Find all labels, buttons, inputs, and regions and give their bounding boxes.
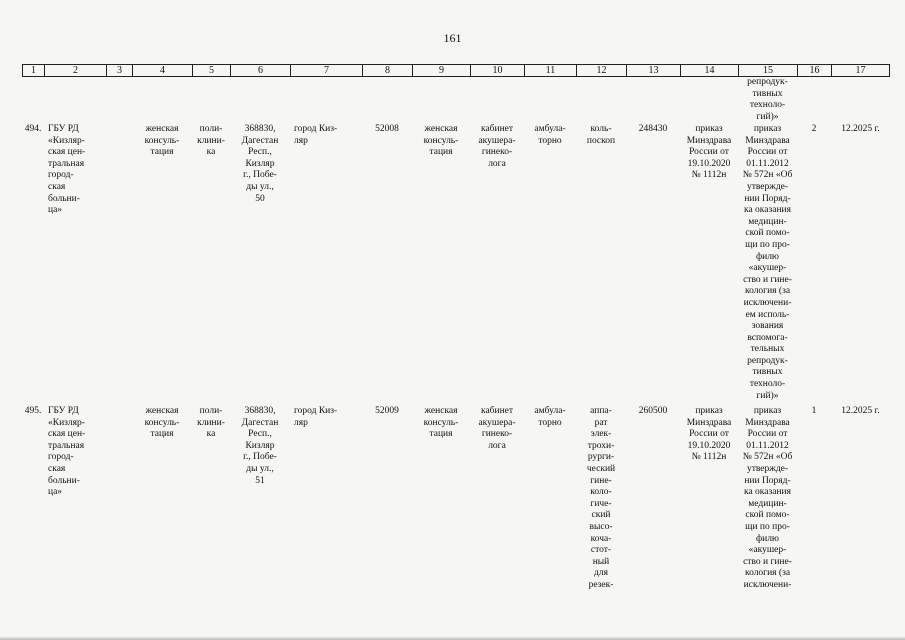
organization-name-line: «Кизляр- [48,417,85,428]
cell-col-9-line: консуль- [423,135,459,146]
carryover-cell-15-line: репродук- [747,77,788,87]
procedure-order-cell-line: ской помо- [745,228,790,239]
procedure-order-cell [738,406,797,592]
procedure-order-cell-line: «акушер- [748,263,787,274]
header-cell-5: 5 [192,65,230,76]
cell-col-4-line: женская [145,124,179,134]
equipment-cell-line: коль- [590,124,612,134]
address-cell-line: 50 [255,193,265,204]
cell-col-9-line: консуль- [423,417,459,428]
cabinet-cell-line: лога [488,158,506,169]
procedure-order-cell-line: ство и гине- [743,556,792,567]
address-cell-line: ды ул., [246,463,274,474]
header-cell-7: 7 [290,65,362,76]
cell-col-5-line: ка [206,147,216,158]
address-cell-line: ды ул., [246,181,274,192]
cell-col-9-line: женская [424,124,458,134]
organization-name [48,124,106,217]
procedure-order-cell-line: гий)» [756,390,779,401]
address-cell-line: 368830, [244,124,276,134]
header-cell-17: 17 [831,65,890,76]
procedure-order-cell-line: утвержде- [746,181,789,192]
cabinet-cell-line: лога [488,440,506,451]
header-cell-8: 8 [362,65,412,76]
number-cell: 260500 [638,406,668,416]
cabinet-cell-line: акушера- [478,135,516,146]
procedure-order-cell-line: 01.11.2012 [746,440,789,451]
procedure-order-cell-line: медицин- [748,498,787,509]
cell-col-4-line: тация [150,147,174,158]
procedure-order-cell-line: филю [755,251,780,262]
date-cell: 12.2025 г. [841,124,880,134]
procedure-order-cell-line: утвержде- [746,463,789,474]
procedure-order-cell-line: ской помо- [745,510,790,521]
address-cell-line: Респ., [248,429,272,440]
equipment-cell-line: рурги- [587,452,615,463]
carryover-cell-15-line: тивных [752,88,783,99]
organization-name-line: тральная [48,440,85,451]
cabinet-cell [470,406,524,452]
organization-name-line: ская цен- [48,429,86,440]
procedure-order-cell-line: исключени- [743,297,792,308]
order-cell-line: России от [689,147,729,158]
header-cell-10: 10 [470,65,524,76]
mode-cell-line: амбула- [534,124,566,134]
organization-name-line: ца» [48,487,63,498]
equipment-cell-line: коло- [590,487,612,498]
equipment-cell-line: гине- [590,475,612,486]
organization-name-line: больни- [48,475,80,486]
equipment-cell-line: для [594,568,608,579]
equipment-cell-line: гиче- [590,498,612,509]
cell-col-9-line: тация [429,429,453,440]
header-cell-15: 15 [738,65,797,76]
organization-name-line: город- [48,170,74,181]
number-cell: 248430 [638,124,668,134]
mode-cell [524,406,576,429]
procedure-order-cell-line: приказ [753,406,782,416]
city-cell-line: город Киз- [294,124,338,134]
procedure-order-cell-line: филю [755,533,780,544]
organization-name-line: тральная [48,158,85,169]
code-cell: 52009 [375,406,399,416]
procedure-order-cell-line: нии Поряд- [744,475,791,486]
procedure-order-cell-line: нии Поряд- [744,193,791,204]
header-cell-13: 13 [626,65,680,76]
cell-col-4-line: консуль- [144,417,180,428]
procedure-order-cell-line: репродук- [747,355,788,366]
organization-name-line: больни- [48,193,80,204]
scan-edge [0,636,905,640]
row-number: 494. [24,124,42,134]
procedure-order-cell-line: ем исполь- [745,309,790,320]
address-cell-line: Респ., [248,147,272,158]
order-cell-line: приказ [695,124,723,134]
cell-col-9 [412,124,470,159]
mode-cell-line: торно [538,135,562,146]
cell-col-5-line: клини- [197,135,225,146]
cabinet-cell-line: гинеко- [481,429,513,440]
row-number: 495. [24,406,42,416]
cell-col-4 [132,124,192,159]
equipment-cell-line: высо- [589,521,613,532]
header-cell-4: 4 [132,65,192,76]
address-cell-line: Кизляр [245,440,275,451]
order-cell-line: России от [689,429,729,440]
procedure-order-cell-line: России от [747,147,788,158]
order-cell-line: № 1112н [691,452,727,463]
equipment-cell-line: стот- [590,545,612,556]
equipment-cell-line: поскоп [586,135,616,146]
city-cell-line: ляр [294,417,308,428]
equipment-cell-line: ный [592,556,610,567]
page-number: 161 [443,31,462,45]
header-cell-6: 6 [230,65,290,76]
header-cell-14: 14 [680,65,738,76]
address-cell-line: Дагестан [241,417,279,428]
procedure-order-cell-line: щи по про- [745,239,790,250]
procedure-order-cell-line: вспомога- [747,332,788,343]
equipment-cell-line: трохи- [587,440,615,451]
cell-col-4-line: тация [150,429,174,440]
procedure-order-cell-line: щи по про- [745,521,790,532]
order-cell-line: 19.10.2020 [687,440,731,451]
equipment-cell-line: элек- [590,429,612,440]
organization-name-line: ГБУ РД [48,124,79,134]
city-cell [294,406,362,429]
organization-name-line: «Кизляр- [48,135,85,146]
procedure-order-cell-line: тивных [752,367,783,378]
order-cell-line: Минздрава [686,417,732,428]
procedure-order-cell [738,124,797,402]
address-cell-line: г., Побе- [243,170,277,181]
procedure-order-cell-line: медицин- [748,216,787,227]
carryover-cell-15 [738,77,797,123]
order-cell-line: 19.10.2020 [687,158,731,169]
order-cell [680,124,738,182]
header-cell-9: 9 [412,65,470,76]
cell-col-4-line: консуль- [144,135,180,146]
cell-col-4-line: женская [145,406,179,416]
carryover-cell-15-line: техноло- [749,100,786,111]
procedure-order-cell-line: Минздрава [745,417,790,428]
order-cell-line: приказ [695,406,723,416]
procedure-order-cell-line: России от [747,429,788,440]
cell-col-5 [192,406,230,441]
procedure-order-cell-line: исключени- [743,579,792,590]
mode-cell [524,124,576,147]
cell-col-5-line: ка [206,429,216,440]
equipment-cell-line: аппа- [590,406,612,416]
organization-name [48,406,106,499]
organization-name-line: ская [48,463,66,474]
procedure-order-cell-line: 01.11.2012 [746,158,789,169]
equipment-cell-line: ческий [586,463,616,474]
address-cell-line: Дагестан [241,135,279,146]
mode-cell-line: амбула- [534,406,566,416]
city-cell [294,124,362,147]
header-cell-16: 16 [797,65,831,76]
address-cell [230,124,290,205]
mode-cell-line: торно [538,417,562,428]
procedure-order-cell-line: № 572н «Об [742,452,793,463]
address-cell-line: Кизляр [245,158,275,169]
address-cell-line: 51 [255,475,265,486]
procedure-order-cell-line: № 572н «Об [742,170,793,181]
procedure-order-cell-line: тельных [750,344,785,355]
city-cell-line: ляр [294,135,308,146]
procedure-order-cell-line: ство и гине- [743,274,792,285]
cabinet-cell [470,124,524,170]
cell-col-4 [132,406,192,441]
organization-name-line: город- [48,452,74,463]
procedure-order-cell-line: кология (за [744,286,791,297]
organization-name-line: ская [48,181,66,192]
order-cell-line: № 1112н [691,170,727,181]
procedure-order-cell-line: «акушер- [748,545,787,556]
cell-col-5-line: клини- [197,417,225,428]
quantity-cell: 2 [811,124,817,134]
procedure-order-cell-line: техноло- [749,379,786,390]
cabinet-cell-line: кабинет [480,406,514,416]
header-cell-11: 11 [524,65,576,76]
procedure-order-cell-line: ка оказания [743,487,791,498]
cabinet-cell-line: кабинет [480,124,514,134]
code-cell: 52008 [375,124,399,134]
table-header-row [22,64,890,77]
procedure-order-cell-line: ка оказания [743,205,791,216]
cell-col-9 [412,406,470,441]
organization-name-line: ГБУ РД [48,406,79,416]
city-cell-line: город Киз- [294,406,338,416]
equipment-cell-line: рат [594,417,608,428]
procedure-order-cell-line: приказ [753,124,782,134]
header-cell-2: 2 [44,65,106,76]
equipment-cell-line: ский [591,510,611,521]
cell-col-5-line: поли- [199,124,223,134]
cell-col-9-line: женская [424,406,458,416]
cell-col-5-line: поли- [199,406,223,416]
carryover-cell-15-line: гий)» [756,111,779,122]
order-cell [680,406,738,464]
address-cell [230,406,290,487]
equipment-cell-line: резек- [588,579,614,590]
procedure-order-cell-line: зования [751,321,784,332]
cell-col-9-line: тация [429,147,453,158]
header-cell-3: 3 [106,65,132,76]
address-cell-line: 368830, [244,406,276,416]
procedure-order-cell-line: Минздрава [745,135,790,146]
address-cell-line: г., Побе- [243,452,277,463]
cabinet-cell-line: акушера- [478,417,516,428]
organization-name-line: ца» [48,205,63,216]
equipment-cell-line: кочa- [590,533,612,544]
date-cell: 12.2025 г. [841,406,880,416]
cabinet-cell-line: гинеко- [481,147,513,158]
procedure-order-cell-line: кология (за [744,568,791,579]
equipment-cell [576,406,626,592]
order-cell-line: Минздрава [686,135,732,146]
equipment-cell [576,124,626,147]
organization-name-line: ская цен- [48,147,86,158]
header-cell-1: 1 [22,65,44,76]
quantity-cell: 1 [811,406,817,416]
header-cell-12: 12 [576,65,626,76]
cell-col-5 [192,124,230,159]
